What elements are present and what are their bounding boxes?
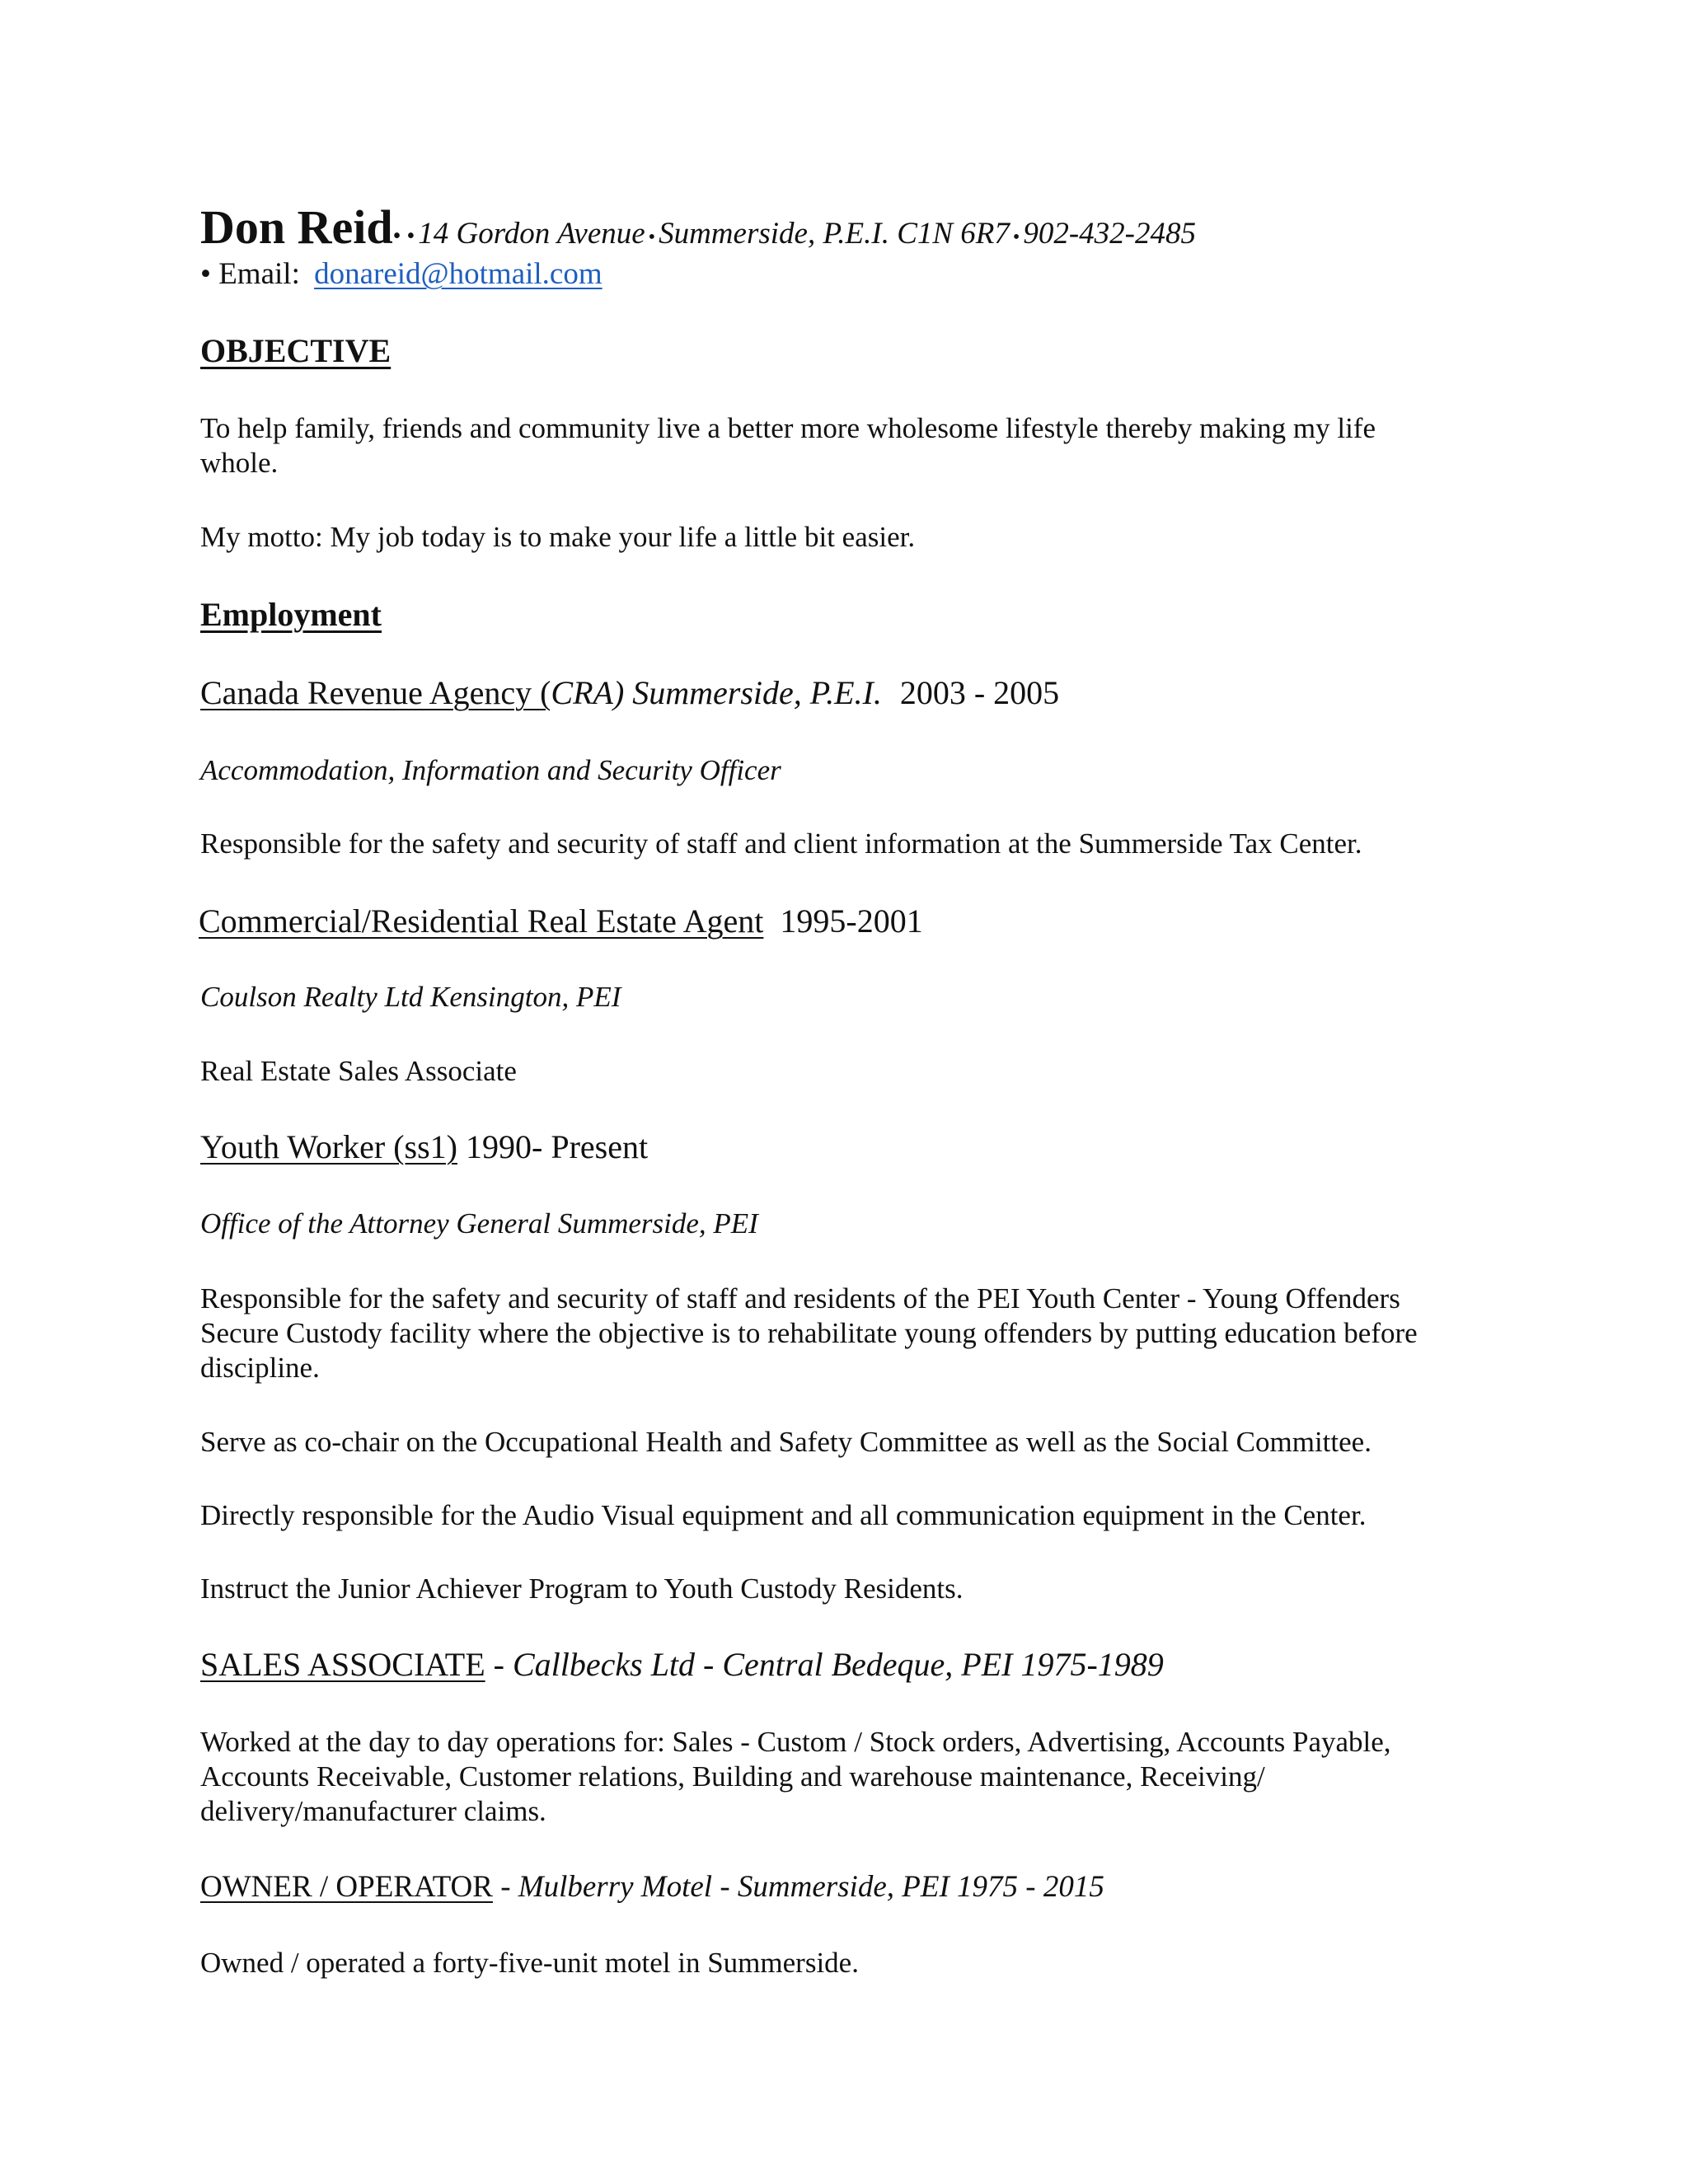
cra-location: CRA) Summerside, P.E.I. [551, 674, 882, 711]
candidate-name: Don Reid [200, 200, 393, 254]
name-bullets: • • [392, 223, 415, 249]
youth-desc-line2: Secure Custody facility where the objective is to rehabilitate young offenders by putting education before [200, 1317, 1418, 1349]
realty-title: Commercial/Residential Real Estate Agent [199, 902, 764, 940]
youth-desc-line1: Responsible for the safety and security of staff and residents of the PEI Youth Center - Young Offenders [200, 1282, 1400, 1315]
phone: 902-432-2485 [1023, 217, 1196, 251]
city: Summerside, P.E.I. C1N 6R7 [659, 217, 1010, 251]
address: 14 Gordon Avenue [418, 217, 645, 251]
cra-years: 2003 - 2005 [899, 674, 1060, 711]
youth-cochair: Serve as co-chair on the Occupational Health and Safety Committee as well as the Social Committee. [200, 1426, 1372, 1458]
bullet-separator: • [648, 227, 656, 248]
motel-desc: Owned / operated a forty-five-unit motel in Summerside. [200, 1947, 859, 1979]
email-link[interactable]: donareid@hotmail.com [314, 257, 603, 291]
employment-heading: Employment [200, 596, 382, 633]
job-motel-title [200, 1869, 1104, 1905]
email-label: • Email: [200, 257, 300, 291]
cra-name: Canada Revenue Agency ( [200, 674, 551, 711]
sales-detail: Callbecks Ltd - Central Bedeque, PEI 1975-1989 [512, 1646, 1164, 1683]
sales-title: SALES ASSOCIATE [200, 1646, 485, 1683]
bullet-separator: • [1012, 227, 1020, 248]
motto: My motto: My job today is to make your life a little bit easier. [200, 521, 916, 553]
realty-company: Coulson Realty Ltd Kensington, PEI [200, 981, 621, 1013]
youth-ja: Instruct the Junior Achiever Program to Youth Custody Residents. [200, 1572, 964, 1605]
realty-years: 1995-2001 [780, 902, 923, 940]
motel-dash: - [492, 1870, 518, 1904]
youth-org: Office of the Attorney General Summerside, PEI [200, 1207, 758, 1240]
youth-av: Directly responsible for the Audio Visual equipment and all communication equipment in the Center. [200, 1499, 1367, 1531]
sales-desc-line1: Worked at the day to day operations for: Sales - Custom / Stock orders, Advertising, Accounts Payable, [200, 1726, 1391, 1758]
motel-detail: Mulberry Motel - Summerside, PEI 1975 - 2015 [518, 1870, 1104, 1904]
motel-title: OWNER / OPERATOR [200, 1870, 493, 1904]
realty-role: Real Estate Sales Associate [200, 1055, 517, 1087]
objective-text-line1: To help family, friends and community live a better more wholesome lifestyle thereby making my life [200, 412, 1376, 444]
job-realty-title [199, 902, 923, 940]
email-line [200, 256, 603, 292]
objective-heading: OBJECTIVE [200, 332, 392, 369]
sales-desc-line2: Accounts Receivable, Customer relations, Building and warehouse maintenance, Receiving/ [200, 1760, 1265, 1793]
youth-desc-line3: discipline. [200, 1352, 320, 1384]
youth-title: Youth Worker (ss1) [200, 1128, 457, 1165]
job-sales-title [200, 1645, 1164, 1684]
header-line [200, 199, 1196, 255]
job-youth-title [200, 1127, 648, 1166]
cra-desc: Responsible for the safety and security of staff and client information at the Summerside Tax Center. [200, 827, 1362, 860]
objective-text-line2: whole. [200, 447, 279, 479]
sales-desc-line3: delivery/manufacturer claims. [200, 1795, 546, 1827]
youth-years: 1990- Present [466, 1128, 649, 1165]
job-cra-title [200, 673, 1059, 712]
cra-role: Accommodation, Information and Security Officer [200, 754, 781, 786]
sales-dash: - [485, 1646, 513, 1683]
